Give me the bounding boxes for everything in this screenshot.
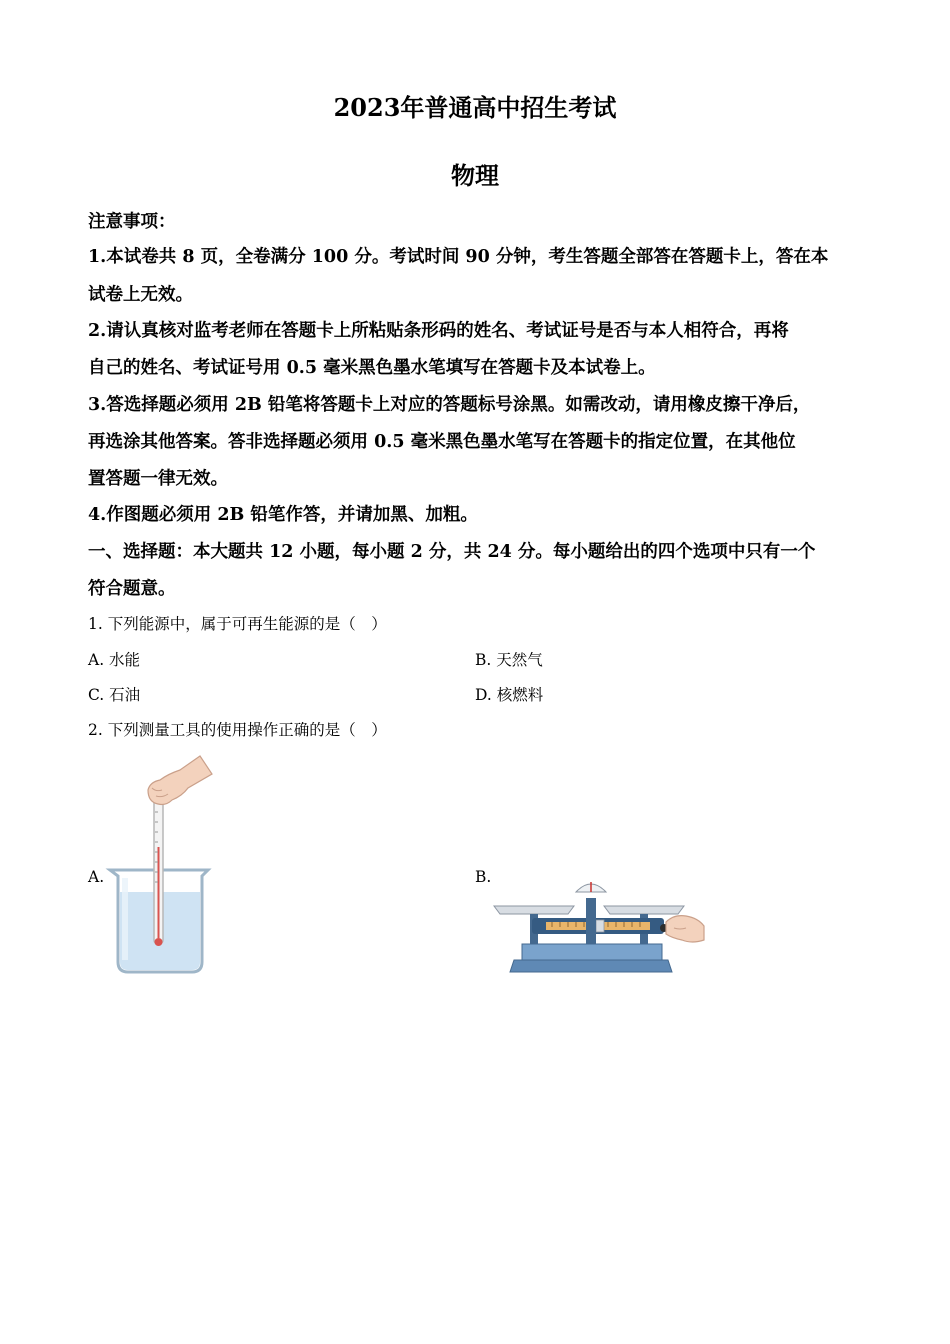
notes-heading: 注意事项： xyxy=(88,212,176,232)
notes-line: 3.答选择题必须用 2B 铅笔将答题卡上对应的答题标号涂黑。如需改动，请用橡皮擦干净后， xyxy=(88,395,811,415)
exam-title: 2023年普通高中招生考试 xyxy=(333,93,617,122)
scale-pan-left xyxy=(494,906,574,914)
section-heading: 一、选择题：本大题共 12 小题，每小题 2 分，共 24 分。每小题给出的四个选项中只有一个 xyxy=(88,542,816,562)
question-1-stem: 1. 下列能源中，属于可再生能源的是（ ） xyxy=(88,615,387,633)
question-2-stem: 2. 下列测量工具的使用操作正确的是（ ） xyxy=(88,721,387,739)
section-heading: 符合题意。 xyxy=(88,579,176,599)
notes-line: 2.请认真核对监考老师在答题卡上所粘贴条形码的姓名、考试证号是否与本人相符合，再将 xyxy=(88,321,789,341)
notes-line: 自己的姓名、考试证号用 0.5 毫米黑色墨水笔填写在答题卡及本试卷上。 xyxy=(88,358,656,378)
scale-pan-right xyxy=(604,906,684,914)
scale-base xyxy=(510,960,672,972)
question-2-option-b: B. xyxy=(475,868,492,886)
hand xyxy=(148,756,212,805)
subject-title: 物理 xyxy=(451,161,499,190)
thermometer-beaker-figure xyxy=(100,752,220,977)
question-2-option-a: A. xyxy=(88,868,105,886)
question-1-option-b: B. 天然气 xyxy=(475,651,543,669)
notes-line: 4.作图题必须用 2B 铅笔作答，并请加黑、加粗。 xyxy=(88,505,478,525)
notes-line: 置答题一律无效。 xyxy=(88,469,228,489)
notes-line: 再选涂其他答案。答非选择题必须用 0.5 毫米黑色墨水笔写在答题卡的指定位置，在其他位 xyxy=(88,432,796,452)
balance-scale-figure xyxy=(492,878,707,976)
question-1-option-c: C. 石油 xyxy=(88,686,141,704)
thermometer-bulb xyxy=(155,938,163,946)
question-1-option-d: D. 核燃料 xyxy=(475,686,544,704)
question-1-option-a: A. 水能 xyxy=(88,651,141,669)
rider xyxy=(596,920,604,932)
notes-line: 1.本试卷共 8 页，全卷满分 100 分。考试时间 90 分钟，考生答题全部答在答题卡上，答在本 xyxy=(88,247,829,267)
notes-line: 试卷上无效。 xyxy=(88,285,193,305)
